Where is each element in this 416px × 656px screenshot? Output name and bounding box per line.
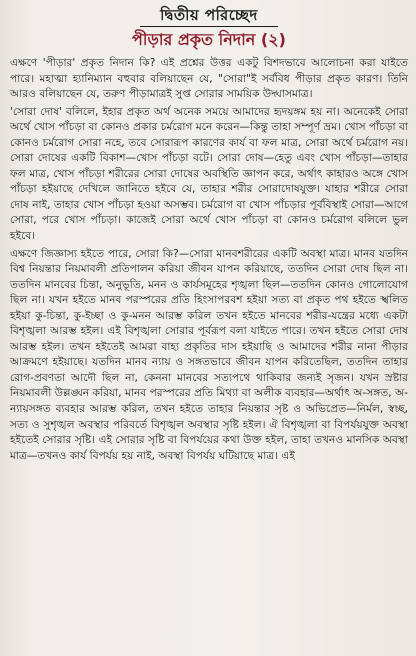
- paragraph-3: এক্ষণে জিজ্ঞাস্য হইতে পারে, সোরা কি?—সোরা মানবশরীরের একটি অবস্থা মাত্র। মানব যতদিন বিশ্ব নিয়ন্তার নিয়মাবলী প্রতিপালন করিয়া জীবন যাপন করিয়াছে, ততদিন সোরা দোষ ছিল না। ততদিন মানবের চিন্তা, অনুভূতি, মনন ও কার্যসমূহের শৃঙ্খলা ছিল—ততদিন কোনও গোলোযোগ ছিল না। যখন হইতে মানব পরস্পরের প্রতি হিংসাপরবশ হইয়া সত্য বা প্রকৃত পথ হইতে স্খলিত হইয়া কু-চিন্তা, কু-ইচ্ছা ও কু-মনন আরম্ভ করিল তখন হইতে মানবের শরীর-যন্ত্রের মধ্যে একটা বিশৃঙ্খলা আরম্ভ হইল। এই বিশৃঙ্খলা সোরার পূর্বরূপ বলা যাইতে পারে। তখন হইতে সোরা দোষ আরম্ভ হইল। তখন হইতেই আমরা বাহ্য প্রকৃতির দাস হইয়াছি ও আমাদের শরীর নানা পীড়ার আক্রমণে হইয়াছে। যতদিন মানব ন্যায় ও সঙ্গতভাবে জীবন যাপন করিতেছিল, ততদিন তাহার রোগ-প্রবণতা আদৌ ছিল না, কেননা মানবের সত্যপথে থাকিবার জন্যই সৃজন। যখন স্রষ্টার নিয়মাবলী উল্লঙ্ঘন করিয়া, মানব পরস্পরের প্রতি মিথ্যা বা অলীক ব্যবহার—অর্থাৎ অ-সঙ্গত, অ-ন্যায়সঙ্গত ব্যবহার আরম্ভ করিল, তখন হইতে তাহার নিয়ন্তার সৃষ্ট ও অভিপ্রেত—নির্মল, স্বচ্ছ, সত্য ও সুশৃঙ্খল অবস্থার পরিবর্তে বিশৃঙ্খল অবস্থার সৃষ্টি হইল। ঐ বিশৃঙ্খলা বা বিপর্যয়যুক্ত অবস্থা হইতেই সোরার সৃষ্টি। এই সোরার সৃষ্টি বা বিপর্যয়ের কথা উক্ত হইল, তাহা তখনও মানসিক অবস্থা মাত্র—তখনও কার্য বিপর্যয় হয় নাই, অবস্থা বিপর্যয় ঘটিয়াছে মাত্র। এই: [10, 247, 408, 462]
- body-text: [10, 56, 408, 464]
- chapter-title: পীড়ার প্রকৃত নিদান (২): [132, 30, 286, 49]
- paragraph-1: এক্ষণে 'পীড়ার' প্রকৃত নিদান কি? এই প্রশ্নের উত্তর একটু বিশদভাবে আলোচনা করা যাইতে পারে। মহাত্মা হ্যানিম্যান বহুবার বলিয়াছেন যে, "সোরা"ই সর্ববিধ পীড়ার প্রকৃত কারণ। তিনি আরও বলিয়াছেন যে, তরুণ পীড়ামাত্রই সুপ্ত সোরার সাময়িক উদ্ঘাসমাত্র।: [10, 57, 408, 101]
- paragraph-2: 'সোরা দোষ' বলিলে, ইহার প্রকৃত অর্থ অনেক সময়ে আমাদের হৃদয়ঙ্গম হয় না। অনেকেই সোরা অর্থে খোস পাঁচড়া বা কোনও প্রকার চর্মরোগ মনে করেন—কিন্তু তাহা সম্পূর্ণ ভ্রম। খোস পাঁচড়া বা কোনও চর্মরোগ সোরা নহে, তবে সোরারূপ কারণের কার্য বা ফল মাত্র, সোরা অর্থে চর্মরোগ নয়। সোরা দোষের একটি বিকাশ—খোস পাঁচড়া বটে। সোরা দোষ—হেতু এবং খোস পাঁচড়া—তাহার ফল মাত্র, খোস পাঁচড়া শরীরের সোরা দোষের অবস্থিতি জ্ঞাপন করে, অর্থাৎ কাহারও অঙ্গে খোস পাঁচড়া হইয়াছে দেখিলে জানিতে হইবে যে, তাহার শরীর সোরাদোষযুক্ত। যাহার শরীরে সোরা দোষ নাই, তাহার খোস পাঁচড়া হওয়া অসম্ভব। চর্মরোগ বা খোস পাঁচড়ার পূর্ববিস্থাই সোরা—আগে সোরা, পরে খোস পাঁচড়া। কাজেই সোরা অর্থে খোস পাঁচড়া বা কোনও চর্মরোগ বলিলে ভুল হইবে।: [10, 105, 408, 243]
- chapter-header: [10, 6, 408, 50]
- chapter-heading: দ্বিতীয় পরিচ্ছেদ: [140, 6, 278, 27]
